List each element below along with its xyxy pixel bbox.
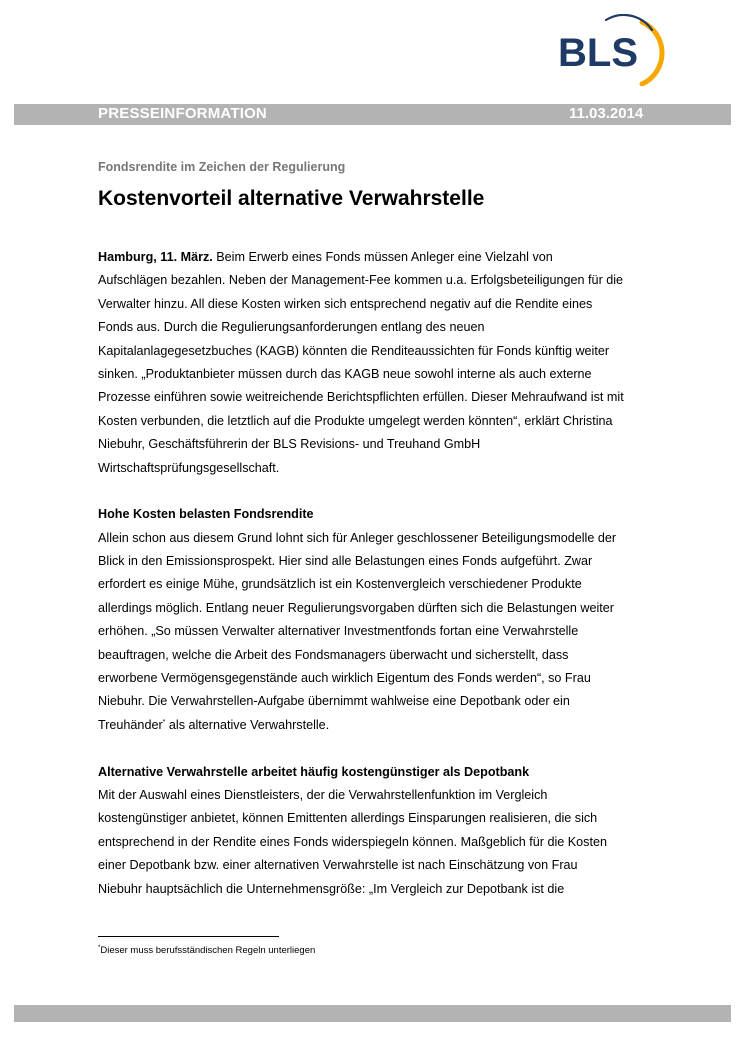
text-line: einer Depotbank bzw. einer alternativen Verwahrstelle ist nach Einschätzung von Frau — [98, 858, 578, 873]
footnote-marker: * — [162, 718, 166, 726]
text-line: erfordert es einige Mühe, grundsätzlich ist ein Kostenvergleich verschiedener Produkte — [98, 577, 582, 592]
text-line: Kapitalanlagegesetzbuches (KAGB) könnten die Renditeaussichten für Fonds künftig weiter — [98, 343, 610, 358]
text-line — [98, 246, 688, 269]
text-line: erworbene Vermögensgegenstände auch wirklich Eigentum des Fonds werden“, so Frau — [98, 671, 591, 686]
section-costs — [98, 503, 688, 737]
text-line: Verwalter hinzu. All diese Kosten wirken sich entsprechend negativ auf die Rendite eines — [98, 296, 593, 311]
logo-text: BLS — [558, 31, 638, 75]
text-line: entsprechend in der Rendite eines Fonds widerspiegeln können. Maßgeblich für die Kosten — [98, 834, 607, 849]
text-line: erhöhen. „So müssen Verwalter alternativer Investmentfonds fortan eine Verwahrstelle — [98, 624, 579, 639]
text-line: kostengünstiger anbietet, können Emittenten allerdings Einsparungen realisieren, die sich — [98, 811, 598, 826]
text-line-pre: Treuhänder — [98, 717, 163, 732]
page-title: Kostenvorteil alternative Verwahrstelle — [98, 187, 485, 210]
footnote-marker: * — [98, 945, 101, 951]
footnote — [98, 945, 315, 956]
section-alternative — [98, 761, 688, 901]
logo-swoosh-blue — [606, 15, 652, 30]
paragraph-intro — [98, 246, 688, 480]
text-line: Niebuhr hauptsächlich die Unternehmensgröße: „Im Vergleich zur Depotbank ist die — [98, 881, 565, 896]
kicker: Fondsrendite im Zeichen der Regulierung — [98, 160, 346, 174]
text-line: Blick in den Emissionsprospekt. Hier sind alle Belastungen eines Fonds aufgeführt. Zwar — [98, 554, 593, 569]
article-body — [98, 246, 688, 901]
press-label: PRESSEINFORMATION — [98, 105, 267, 122]
paragraph-gap — [98, 480, 688, 503]
bls-logo — [556, 14, 682, 86]
text-line: Mit der Auswahl eines Dienstleisters, der die Verwahrstellenfunktion im Vergleich — [98, 787, 548, 802]
text-line: sinken. „Produktanbieter müssen durch das KAGB neue sowohl interne als auch externe — [98, 366, 592, 381]
dateline: Hamburg, 11. März. — [98, 250, 213, 264]
header-bar — [14, 104, 731, 125]
text-line: Niebuhr, Geschäftsführerin der BLS Revisions- und Treuhand GmbH — [98, 437, 481, 452]
press-date: 11.03.2014 — [569, 105, 644, 122]
footer-bar — [14, 1005, 731, 1022]
section-heading: Hohe Kosten belasten Fondsrendite — [98, 507, 314, 522]
text-line: beauftragen, welche die Arbeit des Fondsmanagers überwacht und sicherstellt, dass — [98, 647, 569, 662]
footnote-rule — [98, 936, 279, 937]
text-line: Prozesse einführen sowie weitreichende Berichtspflichten erfüllen. Dieser Mehraufwand ist mit — [98, 390, 624, 405]
text-line-rest: Beim Erwerb eines Fonds müssen Anleger eine Vielzahl von — [212, 250, 553, 264]
text-line: Allein schon aus diesem Grund lohnt sich für Anleger geschlossener Beteiligungsmodelle der — [98, 530, 617, 545]
text-line-post: als alternative Verwahrstelle. — [165, 717, 330, 732]
section-heading: Alternative Verwahrstelle arbeitet häufig kostengünstiger als Depotbank — [98, 764, 530, 779]
bls-logo-graphic — [556, 14, 682, 86]
text-line: Aufschlägen bezahlen. Neben der Management-Fee kommen u.a. Erfolgsbeteiligungen für die — [98, 273, 624, 288]
paragraph-gap — [98, 737, 688, 760]
text-line: Fonds aus. Durch die Regulierungsanforderungen entlang des neuen — [98, 320, 485, 335]
text-line: Niebuhr. Die Verwahrstellen-Aufgabe übernimmt wahlweise eine Depotbank oder ein — [98, 694, 570, 709]
text-line: Kosten verbunden, die letztlich auf die Produkte umgelegt werden könnten“, erklärt Christina — [98, 413, 613, 428]
footnote-text: Dieser muss berufsständischen Regeln unterliegen — [100, 945, 316, 956]
text-line: Wirtschaftsprüfungsgesellschaft. — [98, 460, 280, 475]
text-line: allerdings möglich. Entlang neuer Regulierungsvorgaben dürften sich die Belastungen weiter — [98, 600, 614, 615]
text-line — [98, 714, 688, 737]
logo-swoosh-orange — [642, 22, 662, 84]
